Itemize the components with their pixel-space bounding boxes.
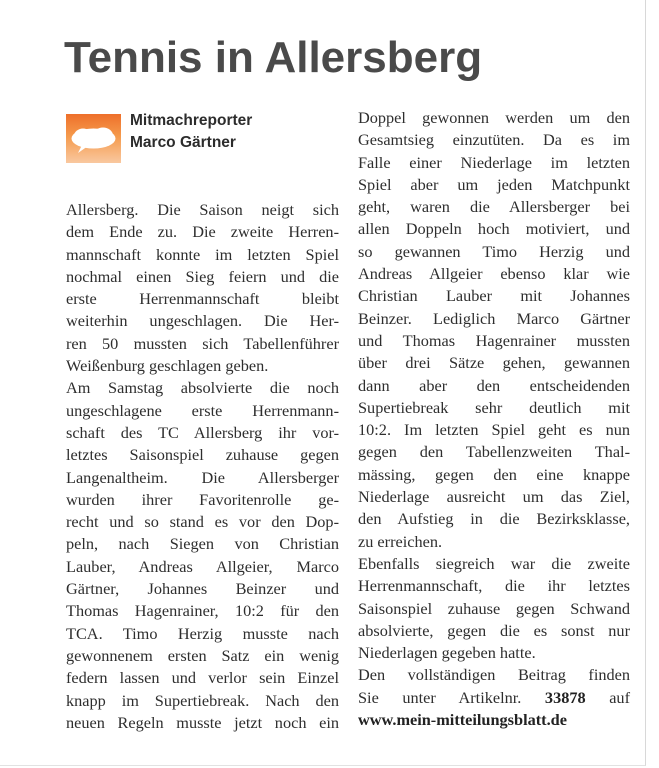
- article-text-line: letztes Saisonspiel zuhause gegen: [66, 445, 339, 465]
- article-text-line: mannschaft konnte im letzten Spiel: [66, 244, 339, 264]
- article-text-line: so gewannen Timo Herzig und: [358, 241, 630, 261]
- article-text-line: knapp im Supertiebreak. Nach den: [66, 690, 339, 710]
- article-text-line: Saisonspiel zuhause gegen Schwand: [358, 598, 630, 618]
- article-text-line: Spiel aber um jeden Matchpunkt: [358, 174, 630, 194]
- article-text-line: Supertiebreak sehr deutlich mit: [358, 397, 630, 417]
- article-text-line: schaft des TC Allersberg ihr vor-: [66, 422, 339, 442]
- article-text-line: mässing, gegen den eine knappe: [358, 464, 630, 484]
- article-text-line: Weißenburg geschlagen geben.: [66, 356, 269, 376]
- article-number: 33878: [544, 687, 586, 707]
- article-column-right: [358, 107, 630, 731]
- article-text-line: gegen den Tabellenzweiten Thal-: [358, 442, 630, 462]
- article-text-line: gewonnenem ersten Satz ein wenig: [66, 645, 339, 665]
- article-text-line: über drei Sätze gehen, gewannen: [358, 353, 630, 373]
- reporter-role: Mitmachreporter: [130, 112, 253, 129]
- article-text-line: und Thomas Hagenrainer mussten: [358, 330, 630, 350]
- article-text-line: TCA. Timo Herzig musste nach: [66, 623, 339, 643]
- article-text-line: dem Ende zu. Die zweite Herren-: [66, 222, 339, 242]
- closing-prefix: Sie unter Artikelnr.: [358, 687, 522, 707]
- article-text-line: Christian Lauber mit Johannes: [358, 286, 630, 306]
- website-link[interactable]: www.mein-mitteilungsblatt.de: [358, 710, 567, 730]
- article-text-line: Den vollständigen Beitrag finden: [358, 665, 630, 685]
- article-text-line: ungeschlagene erste Herrenmann-: [66, 400, 339, 420]
- article-text-line: Andreas Allgeier ebenso klar wie: [358, 264, 630, 284]
- article-text-line: 10:2. Im letzten Spiel geht es nun: [358, 420, 630, 440]
- article-column-right-lines: [358, 107, 630, 687]
- article-text-line: den Aufstieg in die Bezirksklasse,: [358, 509, 630, 529]
- article-text-line: Niederlagen gegeben hatte.: [358, 643, 536, 663]
- article-text-line: Herrenmannschaft, die ihr letztes: [358, 576, 630, 596]
- article-text-line: Falle einer Niederlage im letzten: [358, 152, 630, 172]
- reporter-byline: [66, 110, 336, 166]
- article-text-line: wurden ihrer Favoritenrolle ge-: [66, 489, 339, 509]
- article-text-line: allen Doppeln hoch motiviert, und: [358, 219, 630, 239]
- article-column-left: [66, 199, 339, 734]
- article-text-line: Gärtner, Johannes Beinzer und: [66, 579, 339, 599]
- article-text-line: Langenaltheim. Die Allersberger: [66, 467, 339, 487]
- article-text-line: recht und so stand es vor den Dop-: [66, 512, 339, 532]
- article-text-line: Lauber, Andreas Allgeier, Marco: [66, 556, 339, 576]
- article-text-line: Niederlage ausreicht um das Ziel,: [358, 487, 630, 507]
- article-text-line: Thomas Hagenrainer, 10:2 für den: [66, 601, 339, 621]
- reporter-text: [130, 110, 252, 154]
- article-text-line: Allersberg. Die Saison neigt sich: [66, 200, 339, 219]
- article-text-line: ren 50 mussten sich Tabellenführer: [66, 333, 339, 353]
- article-text-line: peln, nach Siegen von Christian: [66, 534, 339, 554]
- article-text-line: Gesamtsieg einzutüten. Da es im: [358, 130, 630, 150]
- article-closing-line: [358, 687, 630, 709]
- article-text-line: Beinzer. Lediglich Marco Gärtner: [358, 308, 630, 328]
- article-text-line: erste Herrenmannschaft bleibt: [66, 289, 339, 309]
- article-text-line: geht, waren die Allersberger bei: [358, 197, 630, 217]
- article-text-line: dann aber den entscheidenden: [358, 375, 630, 395]
- closing-suffix: auf: [609, 687, 630, 707]
- article-text-line: federn lassen und verlor sein Einzel: [66, 668, 339, 688]
- article-text-line: Doppel gewonnen werden um den: [358, 108, 630, 127]
- article-text-line: zu erreichen.: [358, 531, 443, 551]
- article-text-line: Am Samstag absolvierte die noch: [66, 378, 339, 398]
- speech-bubble-icon: [66, 114, 121, 163]
- reporter-name: Marco Gärtner: [130, 134, 236, 151]
- article-text-line: Ebenfalls siegreich war die zweite: [358, 553, 630, 573]
- article-headline: Tennis in Allersberg: [64, 33, 483, 82]
- article-text-line: nochmal einen Sieg feiern und die: [66, 266, 339, 286]
- article-text-line: absolvierte, gegen die es sonst nur: [358, 620, 630, 640]
- article-text-line: neuen Regeln musste jetzt noch ein: [66, 712, 339, 732]
- article-text-line: weiterhin ungeschlagen. Die Her-: [66, 311, 339, 331]
